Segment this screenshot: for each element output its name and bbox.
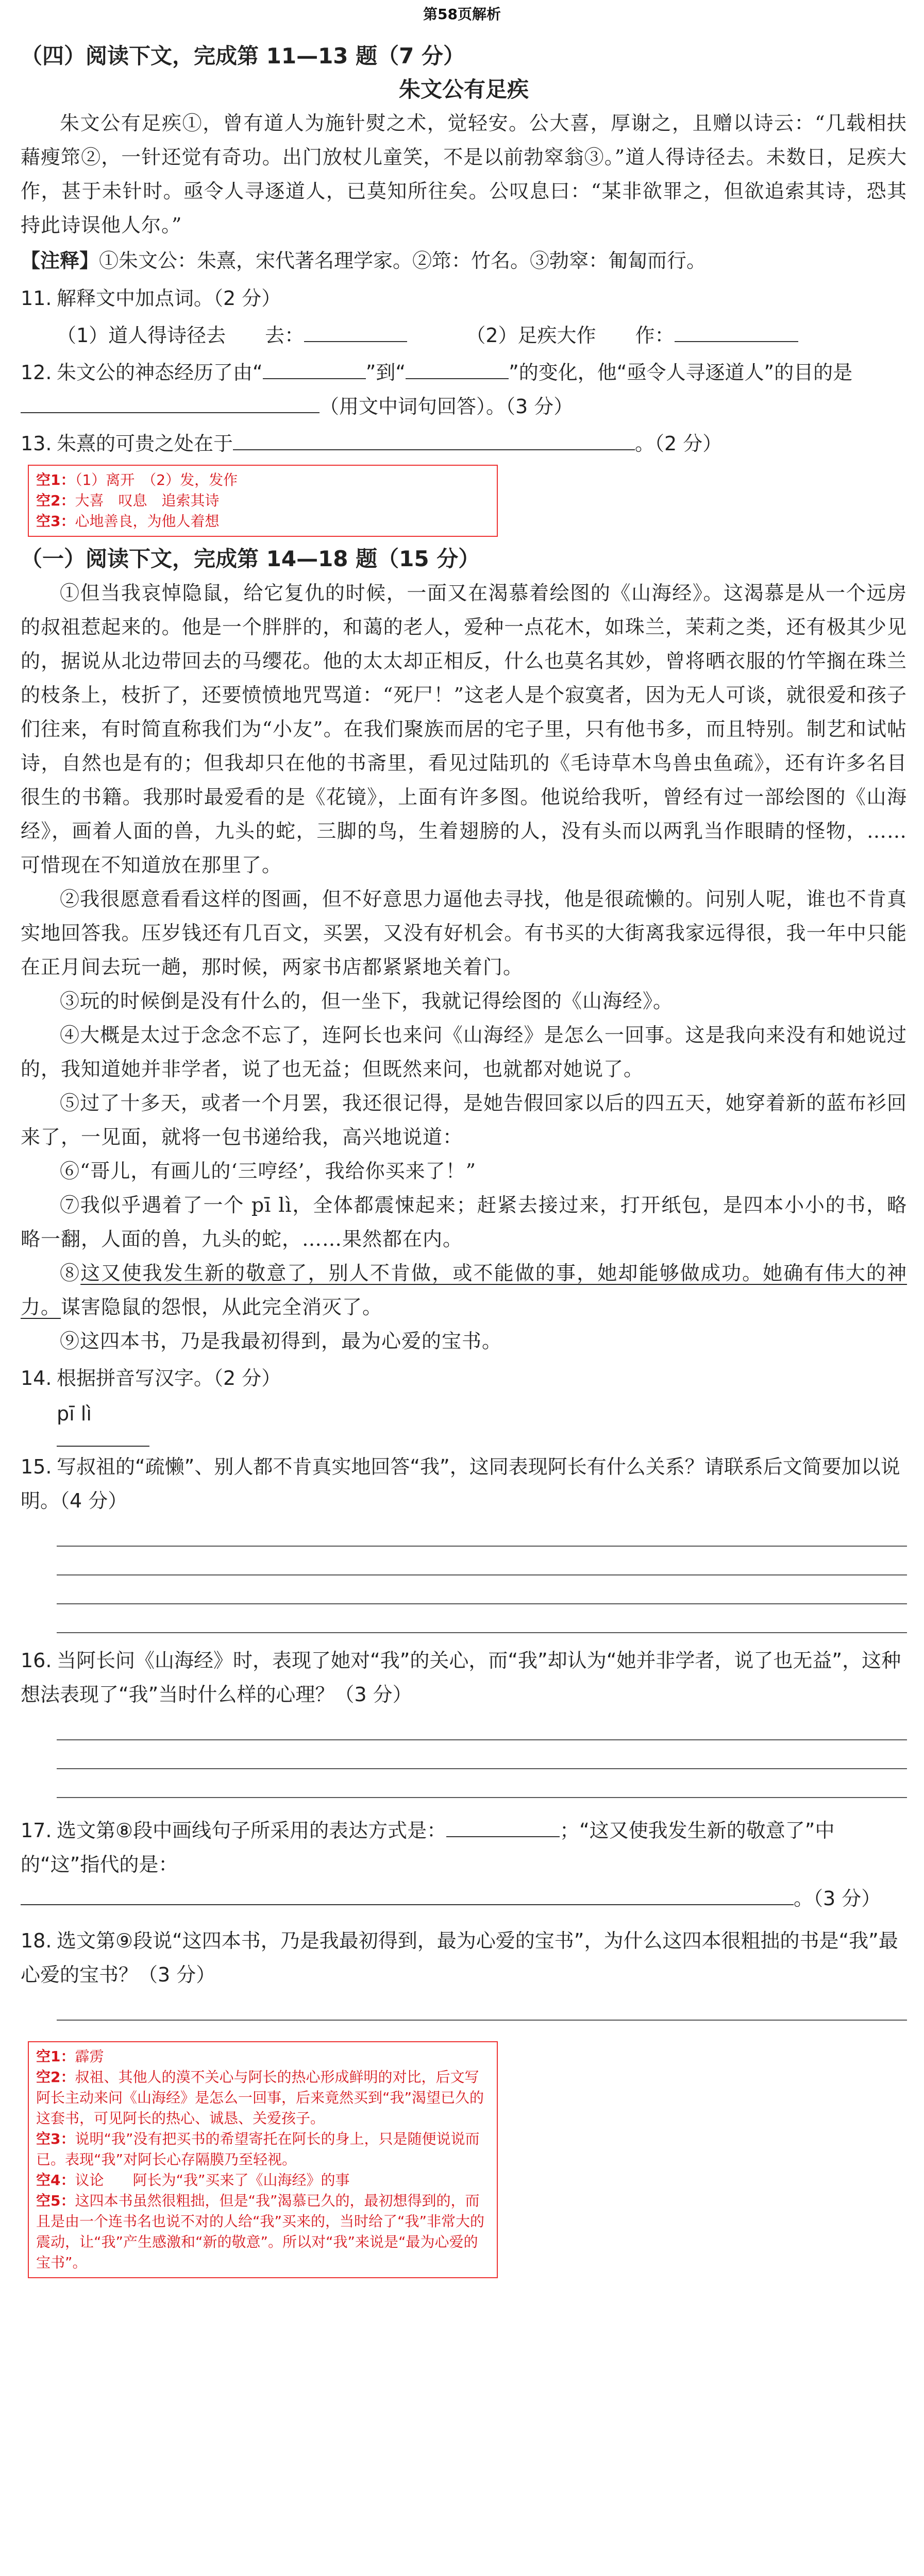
q11-text: 解释文中加点词。（2 分）: [57, 287, 281, 310]
q16-text: 当阿长问《山海经》时，表现了她对“我”的关心，而“我”却认为“她并非学者，说了也无益”，这种想法表现了“我”当时什么样的心理？（3 分）: [21, 1649, 901, 1706]
answer-box-section4: [28, 465, 498, 537]
answer-line-blank[interactable]: [57, 1574, 907, 1575]
q11-blank2[interactable]: [675, 323, 798, 342]
q17-text-a: 选文第⑧段中画线句子所采用的表达方式是：: [57, 1819, 447, 1842]
article-title: 朱文公有足疾: [398, 77, 529, 102]
paragraph-8: ⑧这又使我发生新的敬意了，别人不肯做，或不能做的事，她却能够做成功。她确有伟大的神力。谋害隐鼠的怨恨，从此完全消灭了。: [21, 1262, 907, 1318]
q12-text-a: 朱文公的神态经历了由“: [57, 361, 263, 384]
answer-line: 空2：大喜 叹息 追索其诗: [36, 492, 220, 509]
answer-line-blank[interactable]: [57, 1768, 907, 1769]
question-12: [21, 355, 907, 423]
note-label: 【注释】: [21, 249, 99, 272]
q12-text-c: ”的变化，他“亟令人寻逐道人”的目的是: [509, 361, 853, 384]
q12-blank1[interactable]: [263, 360, 366, 379]
paragraph-9: ⑨这四本书，乃是我最初得到，最为心爱的宝书。: [60, 1330, 502, 1352]
q13-num: 13.: [21, 432, 52, 455]
paragraph-2: ②我很愿意看看这样的图画，但不好意思力逼他去寻找，他是很疏懒的。问别人呢，谁也不肯真实地回答我。压岁钱还有几百文，买罢，又没有好机会。有书买的大街离我家远得很，我一年中只能在正月间去玩一趟，那时候，两家书店都紧紧地关着门。: [21, 888, 907, 978]
answer-line-blank[interactable]: [57, 2020, 907, 2021]
page-header: 第58页解析: [423, 6, 501, 23]
q12-blank2[interactable]: [406, 360, 509, 379]
answer-line-blank[interactable]: [57, 1632, 907, 1633]
q12-num: 12.: [21, 361, 52, 384]
answer-line-blank[interactable]: [57, 1797, 907, 1798]
paragraph-3: ③玩的时候倒是没有什么的，但一坐下，我就记得绘图的《山海经》。: [60, 990, 674, 1012]
q12-text-b: ”到“: [365, 361, 406, 384]
paragraph-5: ⑤过了十多天，或者一个月罢，我还很记得，是她告假回家以后的四五天，她穿着新的蓝布衫回来了，一见面，就将一包书递给我，高兴地说道：: [21, 1092, 907, 1148]
answer-line: 空1：（1）离开 （2）发，发作: [36, 471, 238, 488]
section4-title: （四）阅读下文，完成第 11—13 题（7 分）: [21, 43, 465, 69]
q18-num: 18.: [21, 1929, 52, 1952]
q17-blank2[interactable]: [21, 1886, 794, 1905]
q14-text: 根据拼音写汉字。（2 分）: [57, 1367, 281, 1389]
article-paragraph: 朱文公有足疾①，曾有道人为施针熨之术，觉轻安。公大喜，厚谢之，且赠以诗云：“几载相扶藉瘦筇②，一针还觉有奇功。出门放杖儿童笑，不是以前勃窣翁③。”道人得诗径去。未数日，足疾大作，甚于未针时。亟令人寻逐道人，已莫知所往矣。公叹息曰：“某非欲罪之，但欲追索其诗，恐其持此诗误他人尔。”: [21, 112, 907, 236]
q14-num: 14.: [21, 1367, 52, 1389]
answer-line: 空5：这四本书虽然很粗拙，但是“我”渴慕已久的，最初想得到的，而且是由一个连书名也说不对的人给“我”买来的，当时给了“我”非常大的震动，让“我”产生感激和“新的敬意”。所以对“我”来说是“最为心爱的宝书”。: [36, 2192, 485, 2271]
q11-sub1: （1）道人得诗径去 去：: [57, 324, 305, 347]
q12-text-d: （用文中词句回答）。（3 分）: [320, 395, 574, 418]
q16-num: 16.: [21, 1649, 52, 1672]
content: [21, 36, 907, 2283]
answer-line: 空3：说明“我”没有把买书的希望寄托在阿长的身上，只是随便说说而已。表现“我”对阿长心存隔膜乃至轻视。: [36, 2130, 480, 2168]
q14-blank[interactable]: [57, 1427, 149, 1447]
answer-line: 空3：心地善良，为他人着想: [36, 513, 220, 530]
question-15: [21, 1450, 907, 1518]
q14-pinyin: pī lì: [57, 1402, 92, 1425]
q13-blank[interactable]: [233, 431, 635, 450]
paragraph-4: ④大概是太过于念念不忘了，连阿长也来问《山海经》是怎么一回事。这是我向来没有和她说过的，我知道她并非学者，说了也无益；但既然来问，也就都对她说了。: [21, 1024, 907, 1080]
notes: [21, 244, 907, 277]
section1-title: （一）阅读下文，完成第 14—18 题（15 分）: [21, 546, 480, 571]
question-13: [21, 427, 907, 461]
q17-num: 17.: [21, 1819, 52, 1842]
paragraph-6: ⑥“哥儿，有画儿的‘三哼经’，我给你买来了！”: [60, 1160, 477, 1182]
q13-text-b: 。（2 分）: [635, 432, 723, 455]
q11-num: 11.: [21, 287, 52, 310]
q11-blank1[interactable]: [304, 323, 407, 342]
q12-blank3[interactable]: [21, 394, 320, 413]
question-16: [21, 1643, 907, 1711]
answer-line-blank[interactable]: [57, 1739, 907, 1740]
q15-text: 写叔祖的“疏懒”、别人都不肯真实地回答“我”，这同表现阿长有什么关系？请联系后文简要加以说明。（4 分）: [21, 1455, 900, 1512]
answer-line-blank[interactable]: [57, 1546, 907, 1547]
question-18: [21, 1924, 907, 1992]
paragraph-1: ①但当我哀悼隐鼠，给它复仇的时候，一面又在渴慕着绘图的《山海经》。这渴慕是从一个远房的叔祖惹起来的。他是一个胖胖的，和蔼的老人，爱种一点花木，如珠兰，茉莉之类，还有极其少见的，据说从北边带回去的马缨花。他的太太却正相反，什么也莫名其妙，曾将晒衣服的竹竿搁在珠兰的枝条上，枝折了，还要愤愤地咒骂道：“死尸！”这老人是个寂寞者，因为无人可谈，就很爱和孩子们往来，有时简直称我们为“小友”。在我们聚族而居的宅子里，只有他书多，而且特别。制艺和试帖诗，自然也是有的；但我却只在他的书斋里，看见过陆玑的《毛诗草木鸟兽虫鱼疏》，还有许多名目很生的书籍。我那时最爱看的是《花镜》，上面有许多图。他说给我听，曾经有过一部绘图的《山海经》，画着人面的兽，九头的蛇，三脚的鸟，生着翅膀的人，没有头而以两乳当作眼睛的怪物，……可惜现在不知道放在那里了。: [21, 582, 907, 876]
answer-line-blank[interactable]: [57, 1603, 907, 1604]
q11-sub2: （2）足疾大作 作：: [466, 324, 675, 347]
note-text: ①朱文公：朱熹，宋代著名理学家。②筇：竹名。③勃窣：匍匐而行。: [99, 249, 707, 272]
q14-pinyin-row: [57, 1398, 907, 1447]
q17-text-b: ；“这又使我发生新的敬意了”中的“这”指代的是：: [21, 1819, 835, 1876]
q11-subs: [57, 318, 907, 352]
paragraph-7: ⑦我似乎遇着了一个 pī lì，全体都震悚起来；赶紧去接过来，打开纸包，是四本小小的书，略略一翻，人面的兽，九头的蛇，……果然都在内。: [21, 1194, 907, 1250]
q18-text: 选文第⑨段说“这四本书，乃是我最初得到，最为心爱的宝书”，为什么这四本很粗拙的书是“我”最心爱的宝书？（3 分）: [21, 1929, 898, 1986]
answer-line: 空4：议论 阿长为“我”买来了《山海经》的事: [36, 2172, 350, 2189]
answer-box-section1: [28, 2041, 498, 2278]
q15-num: 15.: [21, 1455, 52, 1478]
underlined-sentence: 这又使我发生新的敬意了，别人不肯做，或不能做的事，她却能够做成功。她确有伟大的神力。: [21, 1262, 907, 1318]
answer-line: 空1：霹雳: [36, 2048, 104, 2065]
question-14: [21, 1361, 907, 1395]
q17-text-c: 。（3 分）: [794, 1887, 881, 1910]
q17-blank1[interactable]: [446, 1818, 560, 1837]
question-17: [21, 1814, 907, 1916]
question-11: [21, 281, 907, 315]
answer-line: 空2：叔祖、其他人的漠不关心与阿长的热心形成鲜明的对比，后文写阿长主动来问《山海经》是怎么一回事，后来竟然买到“我”渴望已久的这套书，可见阿长的热心、诚恳、关爱孩子。: [36, 2069, 484, 2127]
q13-text-a: 朱熹的可贵之处在于: [57, 432, 233, 455]
